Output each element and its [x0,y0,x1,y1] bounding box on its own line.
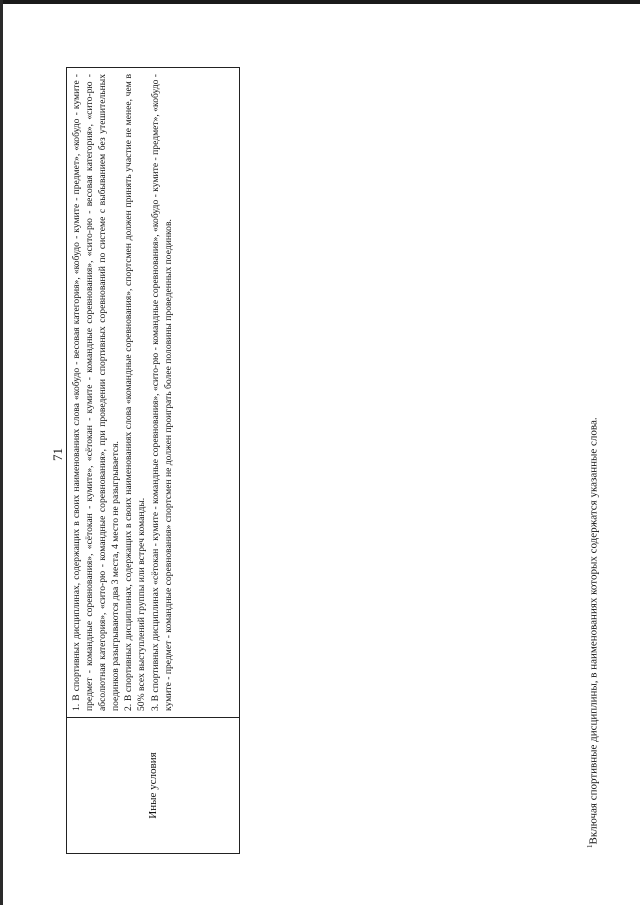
footnote-text: Включая спортивные дисциплины, в наименованиях которых содержатся указанные слова. [587,417,600,845]
footnote-mark: 1 [586,844,594,848]
table-label-cell [67,717,239,853]
rule-1: 1. В спортивных дисциплинах, содержащих в своих наименованиях слова «кобудо - весовая категория», «кобудо - кумите - предмет», «кобудо - кумите - предмет - командные соревнования», «сётокан - кумите», «сётокан - кумите - командные соревнования», «сито-рю - весовая категория», «сито-рю - абсолютная категория», «сито-рю - командные соревнования», при проведении спортивных соревнований по системе с выбыванием без утешительных поединков разыгрываются два 3 места, 4 место не разыгрывается. [71,74,122,711]
table-content-cell [67,68,239,717]
table-label: Иные условия [147,752,159,819]
other-conditions-table [66,67,240,854]
rule-3: 3. В спортивных дисциплинах «сётокан - кумите - командные соревнования», «сито-рю - командные соревнования», «кобудо - кумите - предмет», «кобудо - кумите - предмет - командные соревнования» спортсмен не должен проиграть более половины проведенных поединков. [149,74,174,711]
footnote [586,417,600,848]
page-number: 71 [50,448,65,461]
rule-2: 2. В спортивных дисциплинах, содержащих в своих наименованиях слова «командные соревнования», спортсмен должен принять участие не менее, чем в 50% всех выступлений группы или встреч команды. [123,74,148,711]
